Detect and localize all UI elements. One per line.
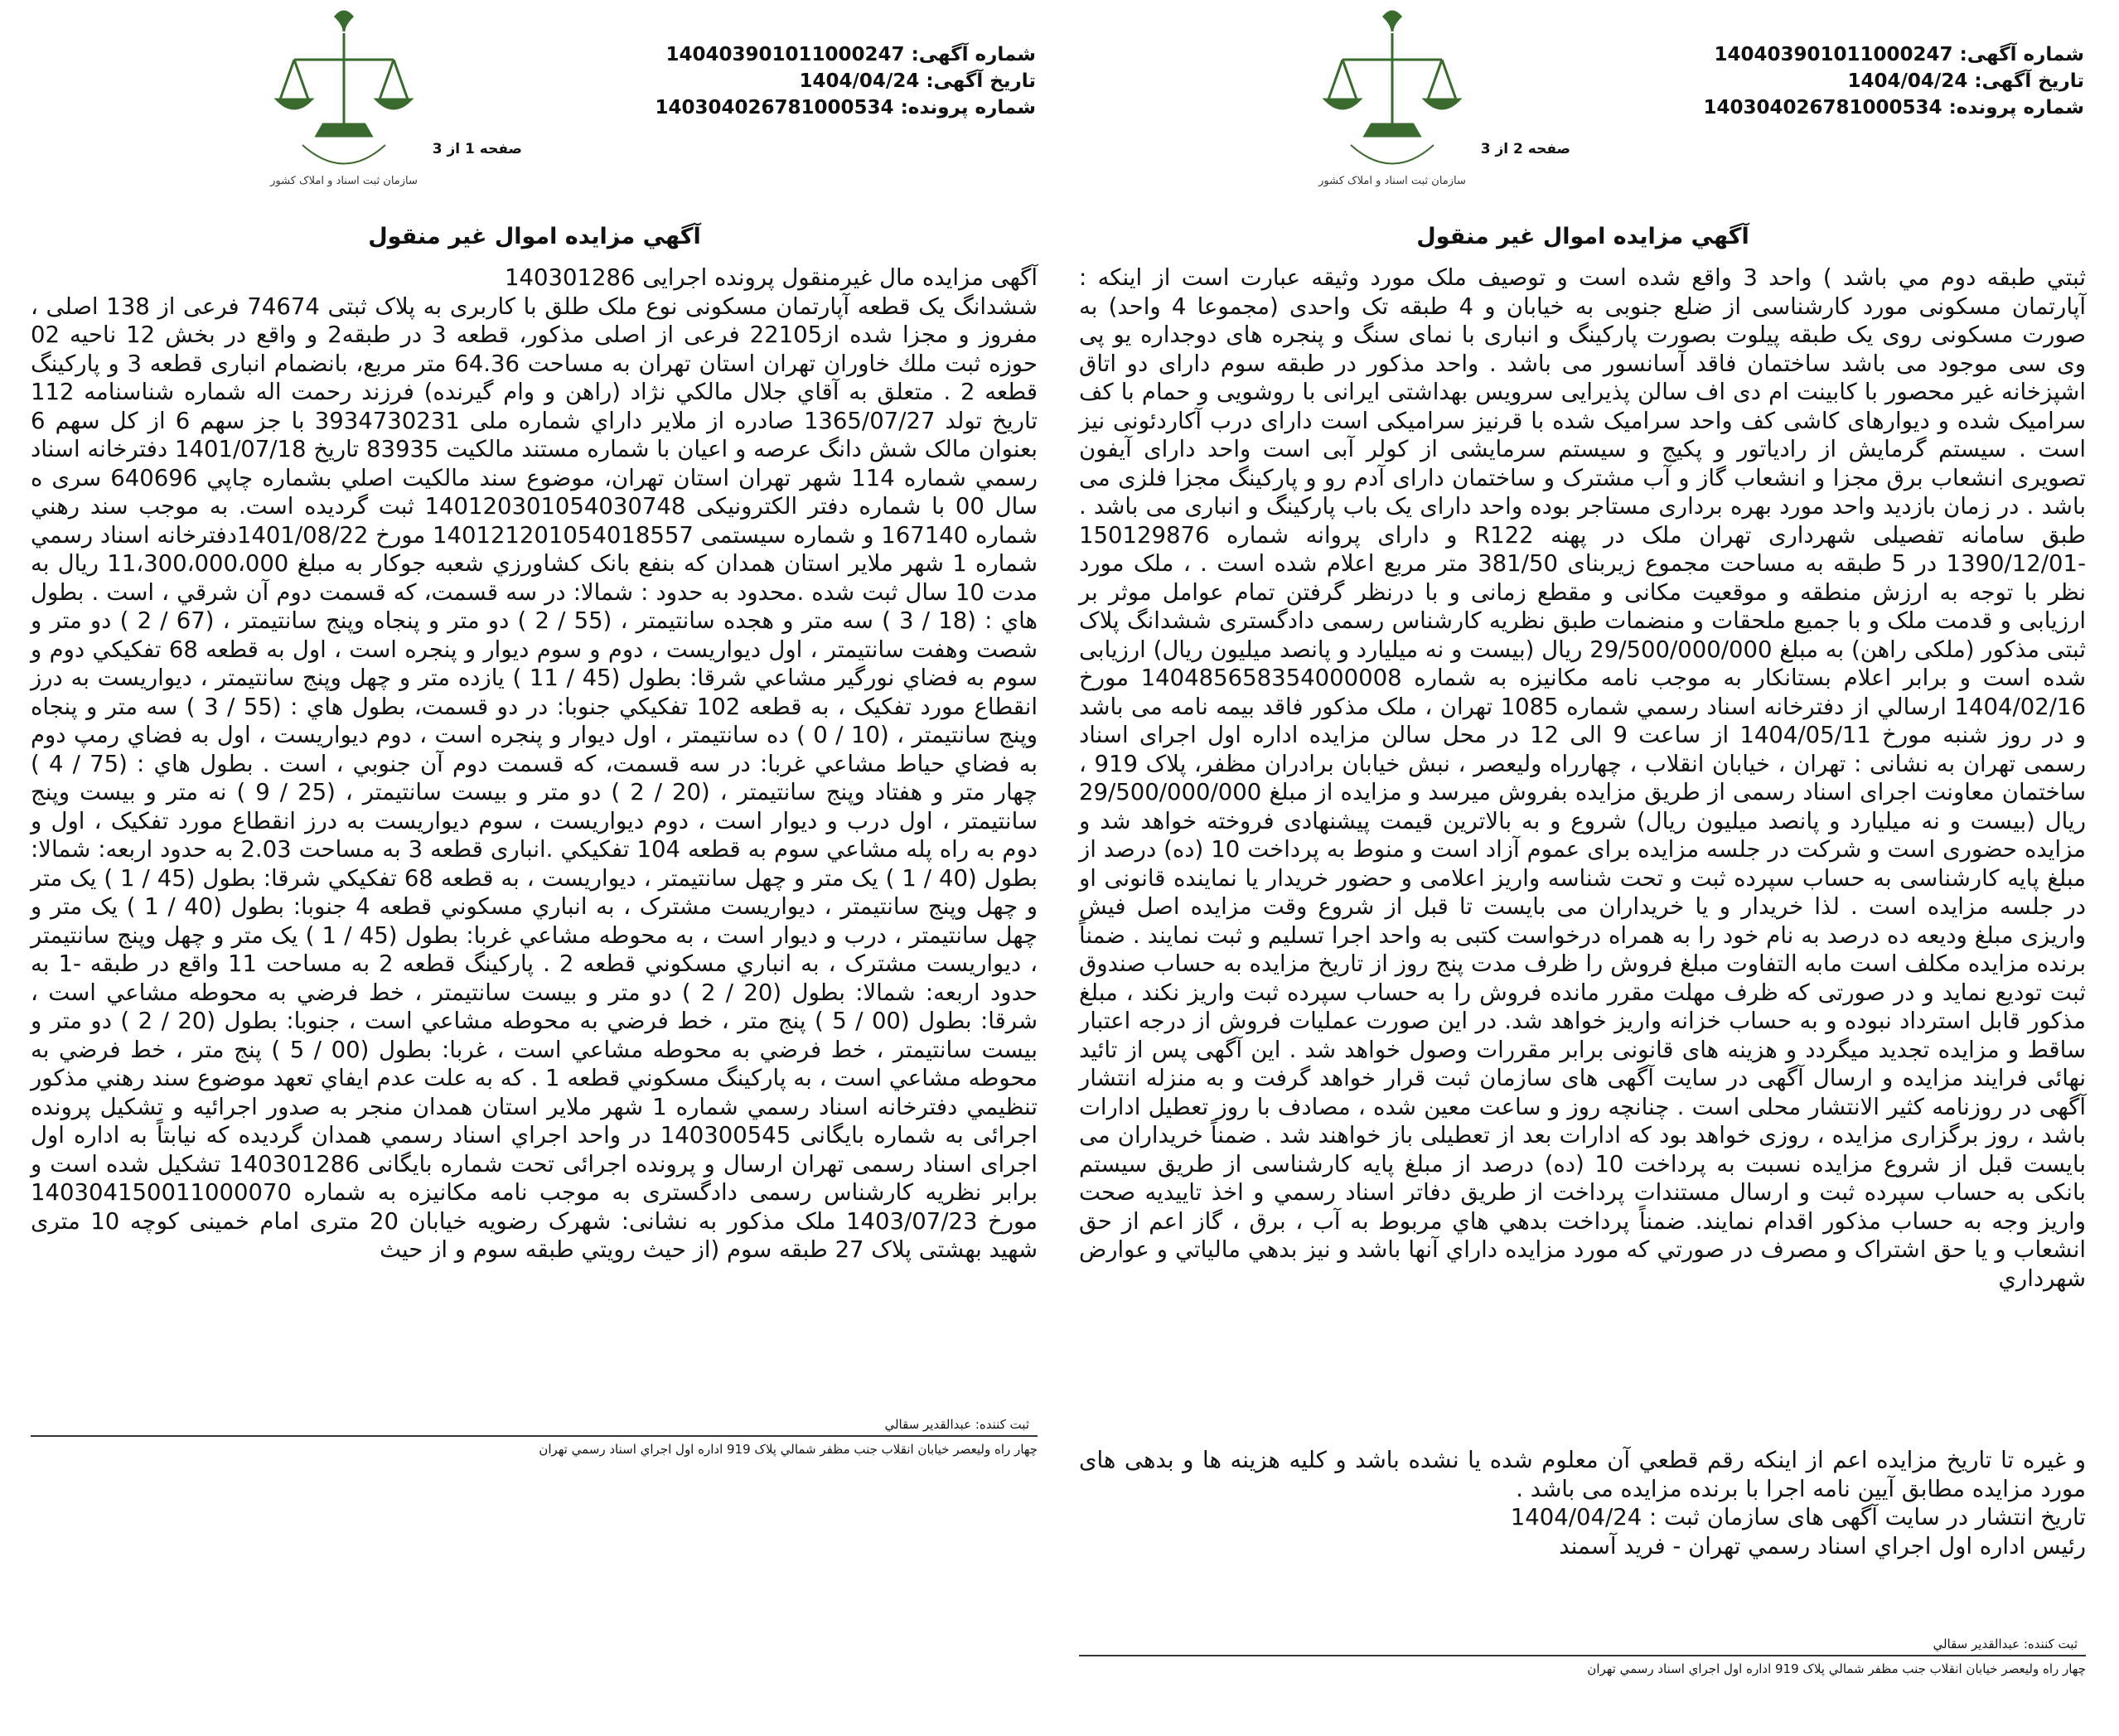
signatory-line: رئیس اداره اول اجراي اسناد رسمي تهران - فريد آسمند [1559, 1532, 2086, 1559]
emblem-caption: سازمان ثبت اسناد و املاک کشور [1318, 175, 1466, 187]
notice-number-row [1703, 41, 2084, 68]
judiciary-emblem [1305, 0, 1479, 191]
notice-date: 1404/04/24 [1847, 70, 1968, 92]
body-heading: آگهی مزایده مال غیرمنقول پرونده اجرایی 140301286 [505, 264, 1038, 291]
notice-number: 140403901011000247 [1714, 44, 1953, 65]
notice-page-2 [1065, 0, 2101, 1736]
notice-date-label: تاریخ آگهی: [1974, 70, 2084, 92]
notice-closing [1079, 1446, 2086, 1560]
office-address: چهار راه وليعصر خيابان انقلاب جنب مظفر شمالي پلاک 919 اداره اول اجراي اسناد رسمي تهران [1587, 1661, 2086, 1676]
scales-of-justice-icon [257, 0, 431, 191]
registrar-name: عبدالقدير سقالي [1933, 1637, 2020, 1651]
notice-number-row [655, 41, 1036, 68]
notice-date: 1404/04/24 [799, 70, 920, 92]
registrar-label: ثبت کننده: [975, 1417, 1029, 1432]
office-address: چهار راه وليعصر خيابان انقلاب جنب مظفر شمالي پلاک 919 اداره اول اجراي اسناد رسمي تهران [539, 1442, 1038, 1457]
footer-divider [1079, 1655, 2086, 1656]
notice-meta [655, 41, 1036, 121]
judiciary-emblem [257, 0, 431, 191]
case-number-label: شماره پرونده: [900, 97, 1036, 118]
notice-number-label: شماره آگهی: [1959, 44, 2084, 65]
body-paragraph: ثبتي طبقه دوم مي باشد ) واحد 3 واقع شده است و توصيف ملک مورد وثيقه عبارت است از اينکه : آپارتمان مسکونی مورد کارشناسی از ضلع جنوبی به خیابان و 4 طبقه تک واحدی (مجموعا 4 واحد) به صورت مسکونی روی یک طبقه پیلوت بصورت پارکینگ و انباری با نمای سنگ و پنجره های دوجداره یو پی وی سی موجود می باشد ساختمان فاقد آسانسور می باشد . واحد مذکور در طبقه سوم دارای دو اتاق اشپزخانه غیر محصور با کابینت ام دی اف سالن پذیرایی سرویس بهداشتی ایرانی با روشویی و حمام با کف سرامیک شده و دیوارهای کاشی کف واحد سرامیک شده با قرنیز سرامیکی است دارای درب آکاردئونی نیز است . سیستم گرمایش از رادیاتور و پکیج و سیستم سرمایشی از کولر آبی است واحد دارای آیفون تصویری انشعاب برق مجزا و انشعاب گاز و آب مشترک و ساختمان دارای آدم رو و پارکینگ مجزا فلزی می باشد . در زمان بازدید واحد مورد بهره برداری مستاجر بوده واحد دارای یک باب پارکینگ و انباری می باشد . طبق سامانه تفصیلی شهرداری تهران ملک در پهنه R122 و دارای پروانه شماره 150129876 -1390/12/01 در 5 طبقه به مساحت مجموع زیربنای 381/50 متر مربع اعلام شده است . ، ملک مورد نظر با توجه به ارزش منطقه و موقعیت مکانی و مقطع زمانی و با درنظر گرفتن تمام عوامل موثر بر ارزیابی و قدمت ملک و با جمیع ملحقات و منضمات طبق نظریه کارشناس رسمی دادگستری ششدانگ پلاک ثبتی مذکور (ملکی راهن) به مبلغ 29/500/000/000 ریال (بیست و نه میلیارد و پانصد میلیون ریال) ارزیابی شده است و برابر اعلام بستانکار به موجب نامه مکانیزه به شماره 140485658354000008 مورخ 1404/02/16 ارسالي از دفترخانه اسناد رسمي شماره 1085 تهران ، ملک مذکور فاقد بیمه نامه می باشد و در روز شنبه مورخ 1404/05/11 از ساعت 9 الی 12 در محل سالن مزایده اداره اول اجرای اسناد رسمی تهران به نشانی : تهران ، خیابان انقلاب ، چهارراه ولیعصر ، نبش خیابان برادران مظفر، پلاک 919 ، ساختمان معاونت اجرای اسناد رسمی از طریق مزایده بفروش میرسد و مزایده از مبلغ 29/500/000/000 ریال (بیست و نه میلیارد و پانصد میلیون ریال) شروع و به بالاترین قیمت پیشنهادی فروخته خواهد شد و مزایده حضوری است و شرکت در جلسه مزایده برای عموم آزاد است و منوط به پرداخت 10 (ده) درصد از مبلغ پایه کارشناسی به حساب سپرده ثبت و تحت شناسه واریز اعلامی و حضور خریدار یا نماینده قانونی او در جلسه مزایده است . لذا خریدار و یا خریداران می بایست تا قبل از شروع وقت مزایده اصل فیش واریزی مبلغ ودیعه ده درصد به نام خود را به همراه درخواست کتبی به واحد اجرا تسلیم و ثبت نمایند . ضمناً برنده مزایده مکلف است مابه التفاوت مبلغ فروش را ظرف مدت پنج روز از تاریخ مزایده به حساب صندوق ثبت تودیع نماید و در صورتی که ظرف مهلت مقرر مانده فروش را به حساب سپرده ثبت واریز نکند ، مبلغ مذکور قابل استرداد نبوده و به حساب خزانه واریز خواهد شد. در این صورت عملیات فروش از درجه اعتبار ساقط و مزایده تجدید میگردد و هزینه های قانونی برابر مقررات وصول خواهد شد . این آگهی پس از تائید نهائی فرایند مزایده و ارسال آگهی در سایت آگهی های سازمان ثبت قرار خواهد گرفت و به منزله انتشار آگهی در روزنامه کثیر الانتشار محلی است . چنانچه روز و ساعت معین شده ، مصادف با روز تعطیل ادارات باشد ، روز برگزاری مزایده ، روزی خواهد بود که ادارات بعد از تعطیلی باز خواهند شد . ضمناً خریداران می بایست قبل از شروع مزایده نسبت به پرداخت 10 (ده) درصد از مبلغ پایه کارشناسی از طریق سیستم بانکی به حساب سپرده ثبت و ارسال مستندات پرداخت از طریق دفاتر اسناد رسمي و اخذ تاييديه صحت واريز وجه به حساب مذکور اقدام نمايند. ضمناً پرداخت بدهي هاي مربوط به آب ، برق ، گاز اعم از حق انشعاب و يا حق اشتراک و مصرف در صورتي که مورد مزايده داراي آنها باشد و نيز بدهي مالياتي و عوارض شهرداري [1079, 264, 2087, 1292]
notice-number: 140403901011000247 [665, 44, 905, 65]
emblem-caption: سازمان ثبت اسناد و املاک کشور [270, 175, 418, 187]
page-number: صفحه 1 از 3 [432, 141, 522, 157]
case-number-row [655, 94, 1036, 121]
page-number: صفحه 2 از 3 [1480, 141, 1570, 157]
page-footer [1079, 1637, 2086, 1676]
notice-body [31, 264, 1038, 1265]
case-number-row [1703, 94, 2084, 121]
notice-date-label: تاریخ آگهی: [926, 70, 1036, 92]
scales-of-justice-icon [1305, 0, 1479, 191]
case-number: 140304026781000534 [655, 97, 894, 118]
case-number-label: شماره پرونده: [1948, 97, 2084, 118]
closing-paragraph: و غيره تا تاريخ مزايده اعم از اينکه رقم قطعي آن معلوم شده يا نشده باشد و کليه هزينه ها و بدهی های مورد مزایده مطابق آیین نامه اجرا با برنده مزایده می باشد . [1079, 1447, 2086, 1502]
body-paragraph: ششدانگ یک قطعه آپارتمان مسکونی نوع ملک طلق با کاربری به پلاک ثبتی 74674 فرعی از 138 اصلی ، مفروز و مجزا شده از22105 فرعی از اصلی مذکور، قطعه 3 در طبقه2 و واقع در بخش 12 ناحیه 02 حوزه ثبت ملك خاوران تهران استان تهران به مساحت 64.36 متر مربع، بانضمام انباری قطعه 3 و پارکینگ قطعه 2 . متعلق به آقاي جلال مالکي نژاد (راهن و وام گیرنده) فرزند رحمت اله شماره شناسنامه 112 تاریخ تولد 1365/07/27 صادره از ملاير داراي شماره ملی 3934730231 با جز سهم 6 از کل سهم 6 بعنوان مالک شش دانگ عرصه و اعيان با شماره مستند مالکيت 83935 تاريخ 1401/07/18 دفترخانه اسناد رسمي شماره 114 شهر تهران استان تهران، موضوع سند مالکيت اصلي بشماره چاپي 640696 سری ه سال 00 با شماره دفتر الکترونيکی 140120301054030748 ثبت گرديده است. به موجب سند رهني شماره 167140 و شماره سیستمی 140121201054018557 مورخ 1401/08/22دفترخانه اسناد رسمي شماره 1 شهر ملاير استان همدان که بنفع بانک کشاورزي شعبه جوکار به مبلغ 11،300،000،000 ریال به مدت 10 سال ثبت شده .محدود به حدود : شمالا: در سه قسمت، که قسمت دوم آن شرقي ، است . بطول هاي : (18 / 3 ) سه متر و هجده سانتيمتر ، (55 / 2 ) دو متر و پنجاه وپنج سانتيمتر ، (67 / 2 ) دو متر و شصت وهفت سانتيمتر ، اول ديواريست ، دوم و سوم ديوار و پنجره است ، اول به قطعه 68 تفکيکي دوم و سوم به فضاي نورگير مشاعي شرقا: بطول (45 / 11 ) يازده متر و چهل وپنج سانتيمتر ، ديواريست به درز انقطاع مورد تفکيک ، به قطعه 102 تفکيکي جنوبا: در دو قسمت، بطول هاي : (55 / 3 ) سه متر و پنجاه وپنج سانتيمتر ، (10 / 0 ) ده سانتيمتر ، اول ديوار و پنجره است ، دوم ديواريست ، اول به فضاي رمپ دوم به فضاي حياط مشاعي غربا: در سه قسمت، که قسمت دوم آن جنوبي ، است . بطول هاي : (75 / 4 ) چهار متر و هفتاد وپنج سانتيمتر ، (20 / 2 ) دو متر و بيست سانتيمتر ، (25 / 9 ) نه متر و بيست وپنج سانتيمتر ، اول درب و ديوار است ، دوم ديواريست ، سوم ديواريست به درز انقطاع مورد تفکيک ، اول و دوم به راه پله مشاعي سوم به قطعه 104 تفکيکي .انباری قطعه 3 به مساحت 2.03 به حدود اربعه: شمالا: بطول (40 / 1 ) يک متر و چهل سانتيمتر ، ديواريست ، به قطعه 68 تفکيکي شرقا: بطول (45 / 1 ) يک متر و چهل وپنج سانتيمتر ، ديواريست مشترک ، به انباري مسکوني قطعه 4 جنوبا: بطول (40 / 1 ) يک متر و چهل سانتيمتر ، درب و ديوار است ، به محوطه مشاعي غربا: بطول (45 / 1 ) يک متر و چهل وپنج سانتيمتر ، ديواريست مشترک ، به انباري مسکوني قطعه 2 . پارکینگ قطعه 2 به مساحت 11 واقع در طبقه -1 به حدود اربعه: شمالا: بطول (20 / 2 ) دو متر و بيست سانتيمتر ، خط فرضي به محوطه مشاعي است ، شرقا: بطول (00 / 5 ) پنج متر ، خط فرضي به محوطه مشاعي است ، جنوبا: بطول (20 / 2 ) دو متر و بيست سانتيمتر ، خط فرضي به محوطه مشاعي است ، غربا: بطول (00 / 5 ) پنج متر ، خط فرضي به محوطه مشاعي است ، به پارکينگ مسکوني قطعه 1 . که به علت عدم ايفاي تعهد موضوع سند رهني مذکور تنظيمي دفترخانه اسناد رسمي شماره 1 شهر ملاير استان همدان منجر به صدور اجرائيه و تشکيل پرونده اجرائی به شماره بايگانی 140300545 در واحد اجراي اسناد رسمي همدان گرديده که نيابتاً به اداره اول اجرای اسناد رسمی تهران ارسال و پرونده اجرائی تحت شماره بايگانی 140301286 تشکيل شده است و برابر نظريه کارشناس رسمی دادگستری به موجب نامه مکانيزه به شماره 140304150011000070 مورخ 1403/07/23 ملک مذکور به نشانی: شهرک رضويه خيابان 20 متری امام خمينی کوچه 10 متری شهيد بهشتی پلاک 27 طبقه سوم (از حيث رويتي طبقه سوم و از حيث [31, 293, 1038, 1263]
notice-meta [1703, 41, 2084, 121]
registrar-line [31, 1417, 1038, 1432]
publication-date-line: تاریخ انتشار در سایت آگهی های سازمان ثبت : 1404/04/24 [1510, 1504, 2086, 1530]
notice-number-label: شماره آگهی: [911, 44, 1036, 65]
registrar-name: عبدالقدير سقالي [884, 1417, 972, 1432]
notice-date-row [1703, 68, 2084, 94]
notice-title: آگهي مزايده اموال غير منقول [1416, 224, 1749, 249]
notice-body [1079, 264, 2086, 1293]
registrar-label: ثبت کننده: [2023, 1637, 2078, 1651]
case-number: 140304026781000534 [1703, 97, 1942, 118]
registrar-line [1079, 1637, 2086, 1651]
footer-divider [31, 1435, 1038, 1437]
notice-title: آگهي مزايده اموال غير منقول [368, 224, 701, 249]
notice-date-row [655, 68, 1036, 94]
notice-page-1 [17, 0, 1052, 1736]
page-footer [31, 1417, 1038, 1457]
